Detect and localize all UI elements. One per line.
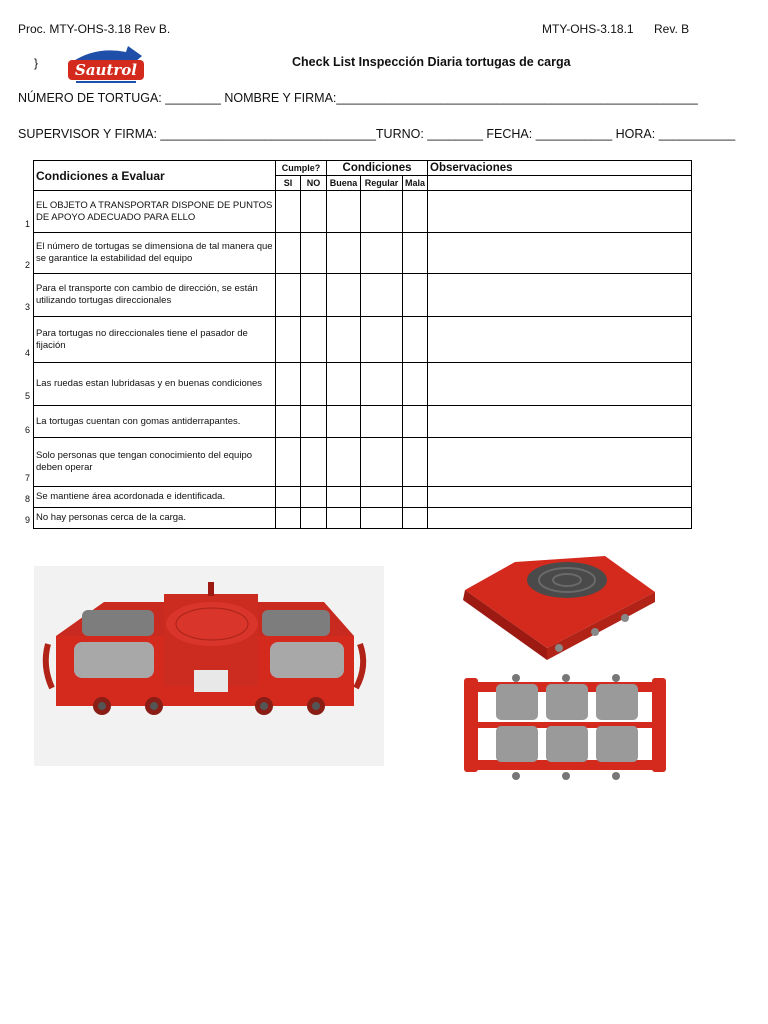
buena-cell[interactable] — [327, 233, 361, 274]
document-title: Check List Inspección Diaria tortugas de carga — [292, 55, 571, 69]
criterion-text: EL OBJETO A TRANSPORTAR DISPONE DE PUNTOS DE APOYO ADECUADO PARA ELLO — [34, 191, 276, 233]
si-cell[interactable] — [276, 317, 301, 363]
table-row — [34, 363, 692, 406]
table-row — [34, 406, 692, 438]
regular-cell[interactable] — [361, 233, 403, 274]
regular-cell[interactable] — [361, 191, 403, 233]
observaciones-cell[interactable] — [428, 233, 692, 274]
observaciones-cell[interactable] — [428, 363, 692, 406]
regular-cell[interactable] — [361, 508, 403, 529]
table-row — [34, 274, 692, 317]
buena-cell[interactable] — [327, 487, 361, 508]
procedure-code: Proc. MTY-OHS-3.18 Rev B. — [18, 22, 171, 36]
buena-cell[interactable] — [327, 508, 361, 529]
observaciones-cell[interactable] — [428, 438, 692, 487]
buena-cell[interactable] — [327, 406, 361, 438]
observaciones-subheader — [428, 176, 692, 191]
mala-cell[interactable] — [403, 438, 428, 487]
regular-cell[interactable] — [361, 438, 403, 487]
observaciones-cell[interactable] — [428, 508, 692, 529]
row-number: 3 — [25, 302, 31, 312]
no-cell[interactable] — [301, 406, 327, 438]
no-cell[interactable] — [301, 233, 327, 274]
regular-cell[interactable] — [361, 363, 403, 406]
observaciones-cell[interactable] — [428, 487, 692, 508]
buena-cell[interactable] — [327, 438, 361, 487]
criterion-text: La tortugas cuentan con gomas antiderrapantes. — [34, 406, 276, 438]
col-buena-header: Buena — [327, 176, 361, 191]
col-si-header: SI — [276, 176, 301, 191]
buena-cell[interactable] — [327, 274, 361, 317]
regular-cell[interactable] — [361, 317, 403, 363]
observaciones-cell[interactable] — [428, 406, 692, 438]
row-number: 9 — [25, 515, 31, 525]
row-number: 1 — [25, 219, 31, 229]
document-code: MTY-OHS-3.18.1 — [542, 22, 634, 36]
mala-cell[interactable] — [403, 508, 428, 529]
criterion-text: Solo personas que tengan conocimiento del equipo deben operar — [34, 438, 276, 487]
checklist-table — [33, 160, 692, 529]
criterion-text: Las ruedas estan lubridasas y en buenas condiciones — [34, 363, 276, 406]
observaciones-cell[interactable] — [428, 191, 692, 233]
no-cell[interactable] — [301, 191, 327, 233]
buena-cell[interactable] — [327, 363, 361, 406]
criterion-text: No hay personas cerca de la carga. — [34, 508, 276, 529]
table-row — [34, 487, 692, 508]
supervisor-shift-date-line: SUPERVISOR Y FIRMA: _______________________________TURNO: ________ FECHA: ___________ HORA: ___________ — [18, 127, 736, 141]
si-cell[interactable] — [276, 438, 301, 487]
criterion-text: Para tortugas no direccionales tiene el pasador de fijación — [34, 317, 276, 363]
col-observaciones-header: Observaciones — [428, 161, 692, 176]
no-cell[interactable] — [301, 274, 327, 317]
row-number: 2 — [25, 260, 31, 270]
buena-cell[interactable] — [327, 191, 361, 233]
table-row — [34, 508, 692, 529]
mala-cell[interactable] — [403, 191, 428, 233]
row-number: 5 — [25, 391, 31, 401]
table-row — [34, 191, 692, 233]
col-cumple-header: Cumple? — [276, 161, 327, 176]
trolley-top-view-photo — [455, 548, 665, 668]
col-condiciones-header: Condiciones — [327, 161, 428, 176]
row-number: 7 — [25, 473, 31, 483]
no-cell[interactable] — [301, 438, 327, 487]
row-number: 4 — [25, 348, 31, 358]
row-number: 8 — [25, 494, 31, 504]
no-cell[interactable] — [301, 508, 327, 529]
si-cell[interactable] — [276, 487, 301, 508]
si-cell[interactable] — [276, 406, 301, 438]
regular-cell[interactable] — [361, 406, 403, 438]
stray-brace: } — [34, 56, 39, 70]
buena-cell[interactable] — [327, 317, 361, 363]
revision-label: Rev. B — [654, 22, 690, 36]
si-cell[interactable] — [276, 274, 301, 317]
regular-cell[interactable] — [361, 487, 403, 508]
row-number: 6 — [25, 425, 31, 435]
table-row — [34, 233, 692, 274]
table-row — [34, 317, 692, 363]
turtle-number-name-line: NÚMERO DE TORTUGA: ________ NOMBRE Y FIRMA:____________________________________________________ — [18, 91, 698, 105]
logo-text: Sautrol — [75, 61, 137, 79]
col-mala-header: Mala — [403, 176, 428, 191]
mala-cell[interactable] — [403, 233, 428, 274]
no-cell[interactable] — [301, 317, 327, 363]
cargo-trolley-photo — [34, 566, 384, 766]
mala-cell[interactable] — [403, 406, 428, 438]
no-cell[interactable] — [301, 363, 327, 406]
table-row — [34, 438, 692, 487]
criterion-text: El número de tortugas se dimensiona de tal manera que se garantice la estabilidad del equipo — [34, 233, 276, 274]
mala-cell[interactable] — [403, 487, 428, 508]
col-regular-header: Regular — [361, 176, 403, 191]
si-cell[interactable] — [276, 363, 301, 406]
si-cell[interactable] — [276, 191, 301, 233]
si-cell[interactable] — [276, 233, 301, 274]
mala-cell[interactable] — [403, 274, 428, 317]
col-no-header: NO — [301, 176, 327, 191]
si-cell[interactable] — [276, 508, 301, 529]
col-criteria-header: Condiciones a Evaluar — [34, 161, 276, 191]
regular-cell[interactable] — [361, 274, 403, 317]
observaciones-cell[interactable] — [428, 317, 692, 363]
mala-cell[interactable] — [403, 317, 428, 363]
trolley-rollers-photo — [460, 672, 670, 782]
sautrol-logo — [66, 44, 146, 86]
no-cell[interactable] — [301, 487, 327, 508]
observaciones-cell[interactable] — [428, 274, 692, 317]
criterion-text: Para el transporte con cambio de dirección, se están utilizando tortugas direccionales — [34, 274, 276, 317]
criterion-text: Se mantiene área acordonada e identificada. — [34, 487, 276, 508]
mala-cell[interactable] — [403, 363, 428, 406]
